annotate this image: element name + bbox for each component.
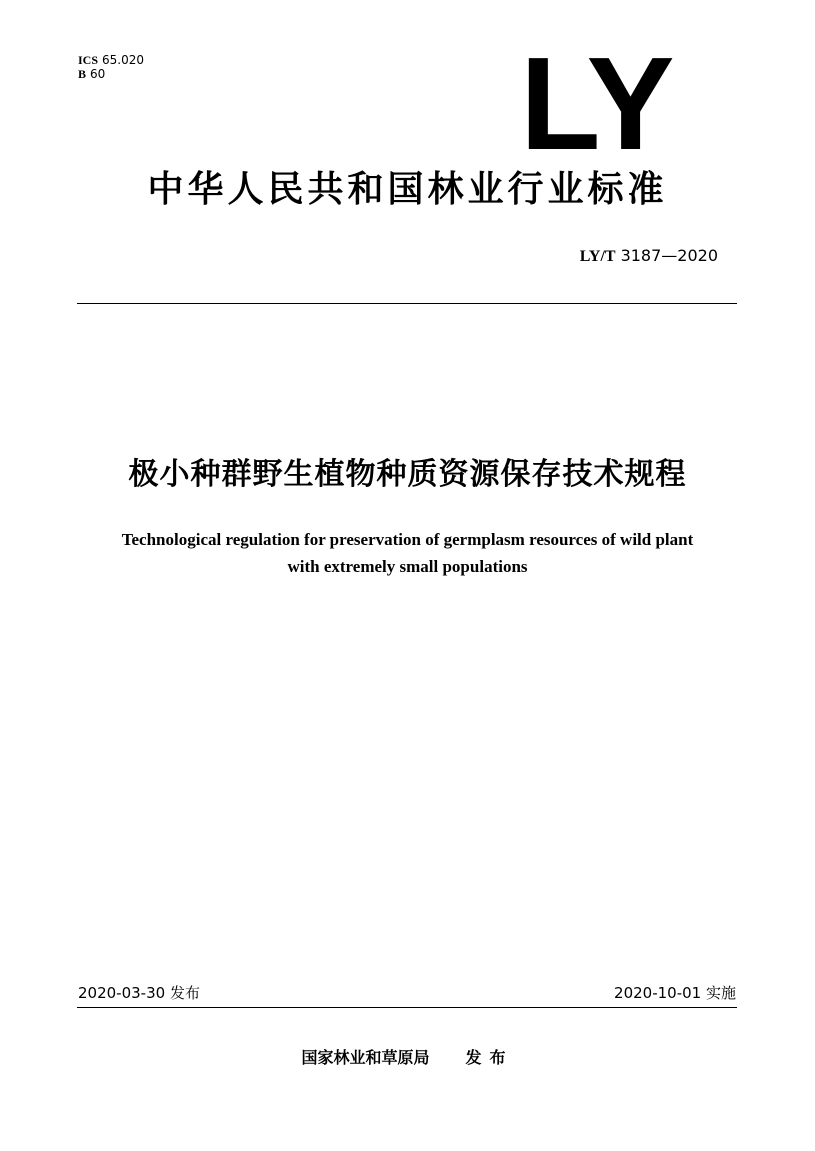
release-date: 2020-03-30 发布: [78, 984, 200, 1002]
publisher-action: 发布: [465, 1048, 514, 1067]
document-title-en-line-2: with extremely small populations: [287, 557, 528, 576]
ccs-value: 60: [90, 67, 106, 81]
ly-logo: LY: [520, 30, 673, 177]
ics-label: ICS: [78, 53, 99, 67]
implementation-date: 2020-10-01 实施: [614, 984, 736, 1002]
standard-title: 中华人民共和国林业行业标准: [147, 169, 668, 210]
ccs-code: [78, 67, 105, 81]
standard-number: [580, 246, 718, 266]
ccs-label: B: [78, 67, 87, 81]
bottom-divider: [77, 1007, 737, 1008]
document-title-en-line-1: Technological regulation for preservation of germplasm resources of wild plant: [121, 530, 694, 549]
publisher-name: 国家林业和草原局: [301, 1048, 430, 1067]
ics-code: [78, 53, 144, 67]
standard-number-value: 3187—2020: [620, 246, 718, 265]
document-title-cn: 极小种群野生植物种质资源保存技术规程: [128, 457, 687, 492]
ics-value: 65.020: [102, 53, 145, 67]
top-divider: [77, 303, 737, 304]
standard-number-prefix: LY/T: [579, 248, 616, 265]
publisher: [0, 1045, 815, 1071]
